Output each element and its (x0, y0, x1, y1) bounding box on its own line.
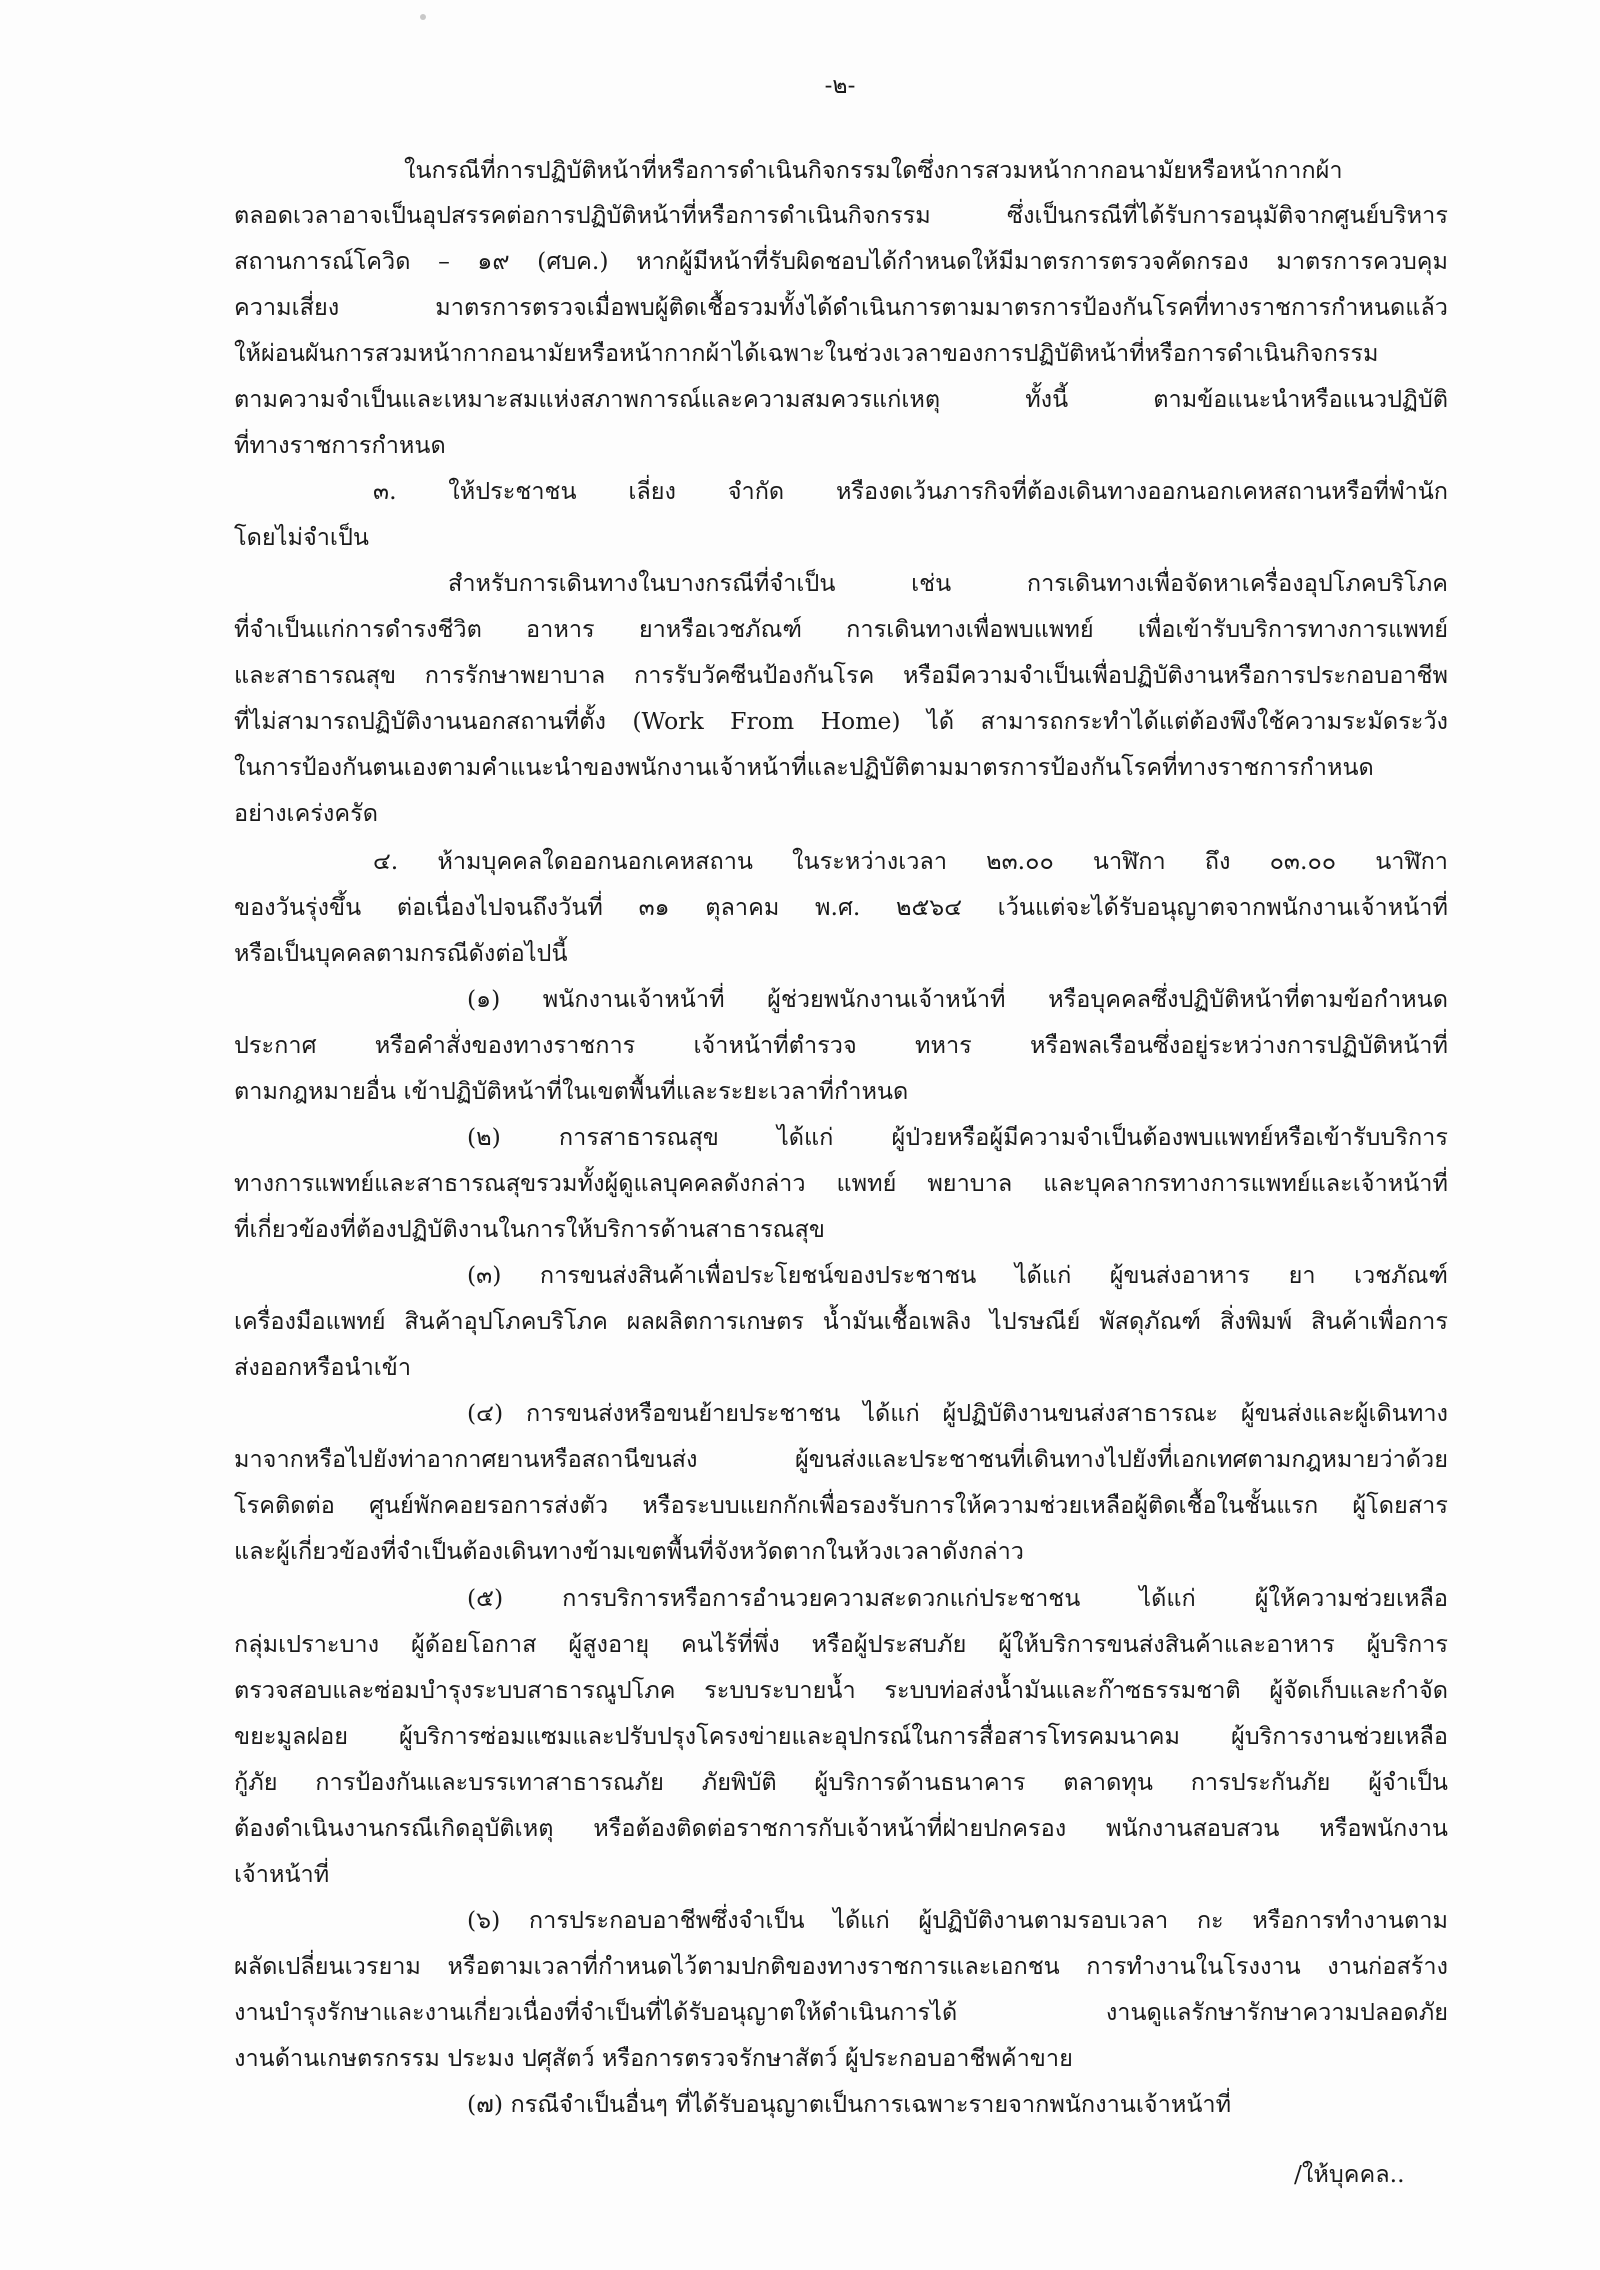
text-line: ความเสี่ยง มาตรการตรวจเมื่อพบผู้ติดเชื้อรวมทั้งได้ดำเนินการตามมาตรการป้องกันโรคที่ทางราชการกำหนดแล้ว (234, 293, 1448, 321)
text-line: ที่จำเป็นแก่การดำรงชีวิต อาหาร ยาหรือเวชภัณฑ์ การเดินทางเพื่อพบแพทย์ เพื่อเข้ารับบริการทางการแพทย์ (234, 615, 1448, 643)
text-line: ๔. ห้ามบุคคลใดออกนอกเคหสถาน ในระหว่างเวลา ๒๓.๐๐ นาฬิกา ถึง ๐๓.๐๐ นาฬิกา (373, 847, 1448, 875)
text-line: ผลัดเปลี่ยนเวรยาม หรือตามเวลาที่กำหนดไว้ตามปกติของทางราชการและเอกชน การทำงานในโรงงาน งานก่อสร้าง (234, 1952, 1448, 1980)
text-line: ที่ไม่สามารถปฏิบัติงานนอกสถานที่ตั้ง (Work From Home) ได้ สามารถกระทำได้แต่ต้องพึงใช้ความระมัดระวัง (234, 707, 1448, 735)
text-line: ส่งออกหรือนำเข้า (234, 1353, 412, 1381)
text-line: งานด้านเกษตรกรรม ประมง ปศุสัตว์ หรือการตรวจรักษาสัตว์ ผู้ประกอบอาชีพค้าขาย (234, 2044, 1073, 2072)
text-line: (๑) พนักงานเจ้าหน้าที่ ผู้ช่วยพนักงานเจ้าหน้าที่ หรือบุคคลซึ่งปฏิบัติหน้าที่ตามข้อกำหนด (467, 985, 1448, 1013)
page-number: -๒- (824, 73, 856, 99)
text-line: เจ้าหน้าที่ (234, 1860, 330, 1888)
text-line: ต้องดำเนินงานกรณีเกิดอุบัติเหตุ หรือต้องติดต่อราชการกับเจ้าหน้าที่ฝ่ายปกครอง พนักงานสอบสวน หรือพนักงาน (234, 1814, 1448, 1842)
text-line: ตามกฎหมายอื่น เข้าปฏิบัติหน้าที่ในเขตพื้นที่และระยะเวลาที่กำหนด (234, 1077, 909, 1105)
text-line: ตามความจำเป็นและเหมาะสมแห่งสภาพการณ์และความสมควรแก่เหตุ ทั้งนี้ ตามข้อแนะนำหรือแนวปฏิบัติ (234, 385, 1448, 413)
text-line: ประกาศ หรือคำสั่งของทางราชการ เจ้าหน้าที่ตำรวจ ทหาร หรือพลเรือนซึ่งอยู่ระหว่างการปฏิบัติหน้าที่ (234, 1031, 1448, 1059)
text-line: และผู้เกี่ยวข้องที่จำเป็นต้องเดินทางข้ามเขตพื้นที่จังหวัดตากในห้วงเวลาดังกล่าว (234, 1537, 1024, 1565)
text-line: เครื่องมือแพทย์ สินค้าอุปโภคบริโภค ผลผลิตการเกษตร น้ำมันเชื้อเพลิง ไปรษณีย์ พัสดุภัณฑ์ สิ่งพิมพ์ สินค้าเพื่อการ (234, 1307, 1448, 1335)
text-line: ในการป้องกันตนเองตามคำแนะนำของพนักงานเจ้าหน้าที่และปฏิบัติตามมาตรการป้องกันโรคที่ทางราชการกำหนด (234, 753, 1374, 781)
text-line: โดยไม่จำเป็น (234, 523, 369, 551)
text-line: และสาธารณสุข การรักษาพยาบาล การรับวัคซีนป้องกันโรค หรือมีความจำเป็นเพื่อปฏิบัติงานหรือการประกอบอาชีพ (234, 661, 1448, 689)
text-line: (๗) กรณีจำเป็นอื่นๆ ที่ได้รับอนุญาตเป็นการเฉพาะรายจากพนักงานเจ้าหน้าที่ (467, 2090, 1232, 2118)
text-line: ตลอดเวลาอาจเป็นอุปสรรคต่อการปฏิบัติหน้าที่หรือการดำเนินกิจกรรม ซึ่งเป็นกรณีที่ได้รับการอนุมัติจากศูนย์บริหาร (234, 201, 1448, 229)
text-line: ๓. ให้ประชาชน เลี่ยง จำกัด หรืองดเว้นภารกิจที่ต้องเดินทางออกนอกเคหสถานหรือที่พำนัก (373, 477, 1448, 505)
text-line: ให้ผ่อนผันการสวมหน้ากากอนามัยหรือหน้ากากผ้าได้เฉพาะในช่วงเวลาของการปฏิบัติหน้าที่หรือการดำเนินกิจกรรม (234, 339, 1379, 367)
text-line: (๓) การขนส่งสินค้าเพื่อประโยชน์ของประชาชน ได้แก่ ผู้ขนส่งอาหาร ยา เวชภัณฑ์ (467, 1261, 1448, 1289)
text-line: ตรวจสอบและซ่อมบำรุงระบบสาธารณูปโภค ระบบระบายน้ำ ระบบท่อส่งน้ำมันและก๊าซธรรมชาติ ผู้จัดเก็บและกำจัด (234, 1676, 1448, 1704)
text-line: (๖) การประกอบอาชีพซึ่งจำเป็น ได้แก่ ผู้ปฏิบัติงานตามรอบเวลา กะ หรือการทำงานตาม (467, 1906, 1448, 1934)
text-line: มาจากหรือไปยังท่าอากาศยานหรือสถานีขนส่ง ผู้ขนส่งและประชาชนที่เดินทางไปยังที่เอกเทศตามกฎหมายว่าด้วย (234, 1445, 1448, 1473)
text-line: สำหรับการเดินทางในบางกรณีที่จำเป็น เช่น การเดินทางเพื่อจัดหาเครื่องอุปโภคบริโภค (448, 569, 1448, 597)
text-line: (๔) การขนส่งหรือขนย้ายประชาชน ได้แก่ ผู้ปฏิบัติงานขนส่งสาธารณะ ผู้ขนส่งและผู้เดินทาง (467, 1399, 1448, 1427)
text-line: ในกรณีที่การปฏิบัติหน้าที่หรือการดำเนินกิจกรรมใดซึ่งการสวมหน้ากากอนามัยหรือหน้ากากผ้า (404, 156, 1343, 184)
text-line: อย่างเคร่งครัด (234, 799, 379, 827)
text-line: ที่ทางราชการกำหนด (234, 431, 446, 459)
text-line: ที่เกี่ยวข้องที่ต้องปฏิบัติงานในการให้บริการด้านสาธารณสุข (234, 1215, 825, 1243)
continuation-marker: /ให้บุคคล.. (1294, 2160, 1405, 2188)
scan-speck (420, 14, 426, 20)
text-line: หรือเป็นบุคคลตามกรณีดังต่อไปนี้ (234, 939, 568, 967)
text-line: งานบำรุงรักษาและงานเกี่ยวเนื่องที่จำเป็นที่ได้รับอนุญาตให้ดำเนินการได้ งานดูแลรักษารักษาความปลอดภัย (234, 1998, 1448, 2026)
text-line: กลุ่มเปราะบาง ผู้ด้อยโอกาส ผู้สูงอายุ คนไร้ที่พึ่ง หรือผู้ประสบภัย ผู้ให้บริการขนส่งสินค้าและอาหาร ผู้บริการ (234, 1630, 1448, 1658)
text-line: โรคติดต่อ ศูนย์พักคอยรอการส่งตัว หรือระบบแยกกักเพื่อรองรับการให้ความช่วยเหลือผู้ติดเชื้อในชั้นแรก ผู้โดยสาร (234, 1491, 1448, 1519)
text-line: (๒) การสาธารณสุข ได้แก่ ผู้ป่วยหรือผู้มีความจำเป็นต้องพบแพทย์หรือเข้ารับบริการ (467, 1123, 1448, 1151)
text-line: ของวันรุ่งขึ้น ต่อเนื่องไปจนถึงวันที่ ๓๑ ตุลาคม พ.ศ. ๒๕๖๔ เว้นแต่จะได้รับอนุญาตจากพนักงานเจ้าหน้าที่ (234, 893, 1448, 921)
text-line: (๕) การบริการหรือการอำนวยความสะดวกแก่ประชาชน ได้แก่ ผู้ให้ความช่วยเหลือ (467, 1584, 1448, 1612)
text-line: กู้ภัย การป้องกันและบรรเทาสาธารณภัย ภัยพิบัติ ผู้บริการด้านธนาคาร ตลาดทุน การประกันภัย ผู้จำเป็น (234, 1768, 1448, 1796)
text-line: ทางการแพทย์และสาธารณสุขรวมทั้งผู้ดูแลบุคคลดังกล่าว แพทย์ พยาบาล และบุคลากรทางการแพทย์และเจ้าหน้าที่ (234, 1169, 1448, 1197)
text-line: ขยะมูลฝอย ผู้บริการซ่อมแซมและปรับปรุงโครงข่ายและอุปกรณ์ในการสื่อสารโทรคมนาคม ผู้บริการงานช่วยเหลือ (234, 1722, 1448, 1750)
text-line: สถานการณ์โควิด – ๑๙ (ศบค.) หากผู้มีหน้าที่รับผิดชอบได้กำหนดให้มีมาตรการตรวจคัดกรอง มาตรการควบคุม (234, 247, 1448, 275)
